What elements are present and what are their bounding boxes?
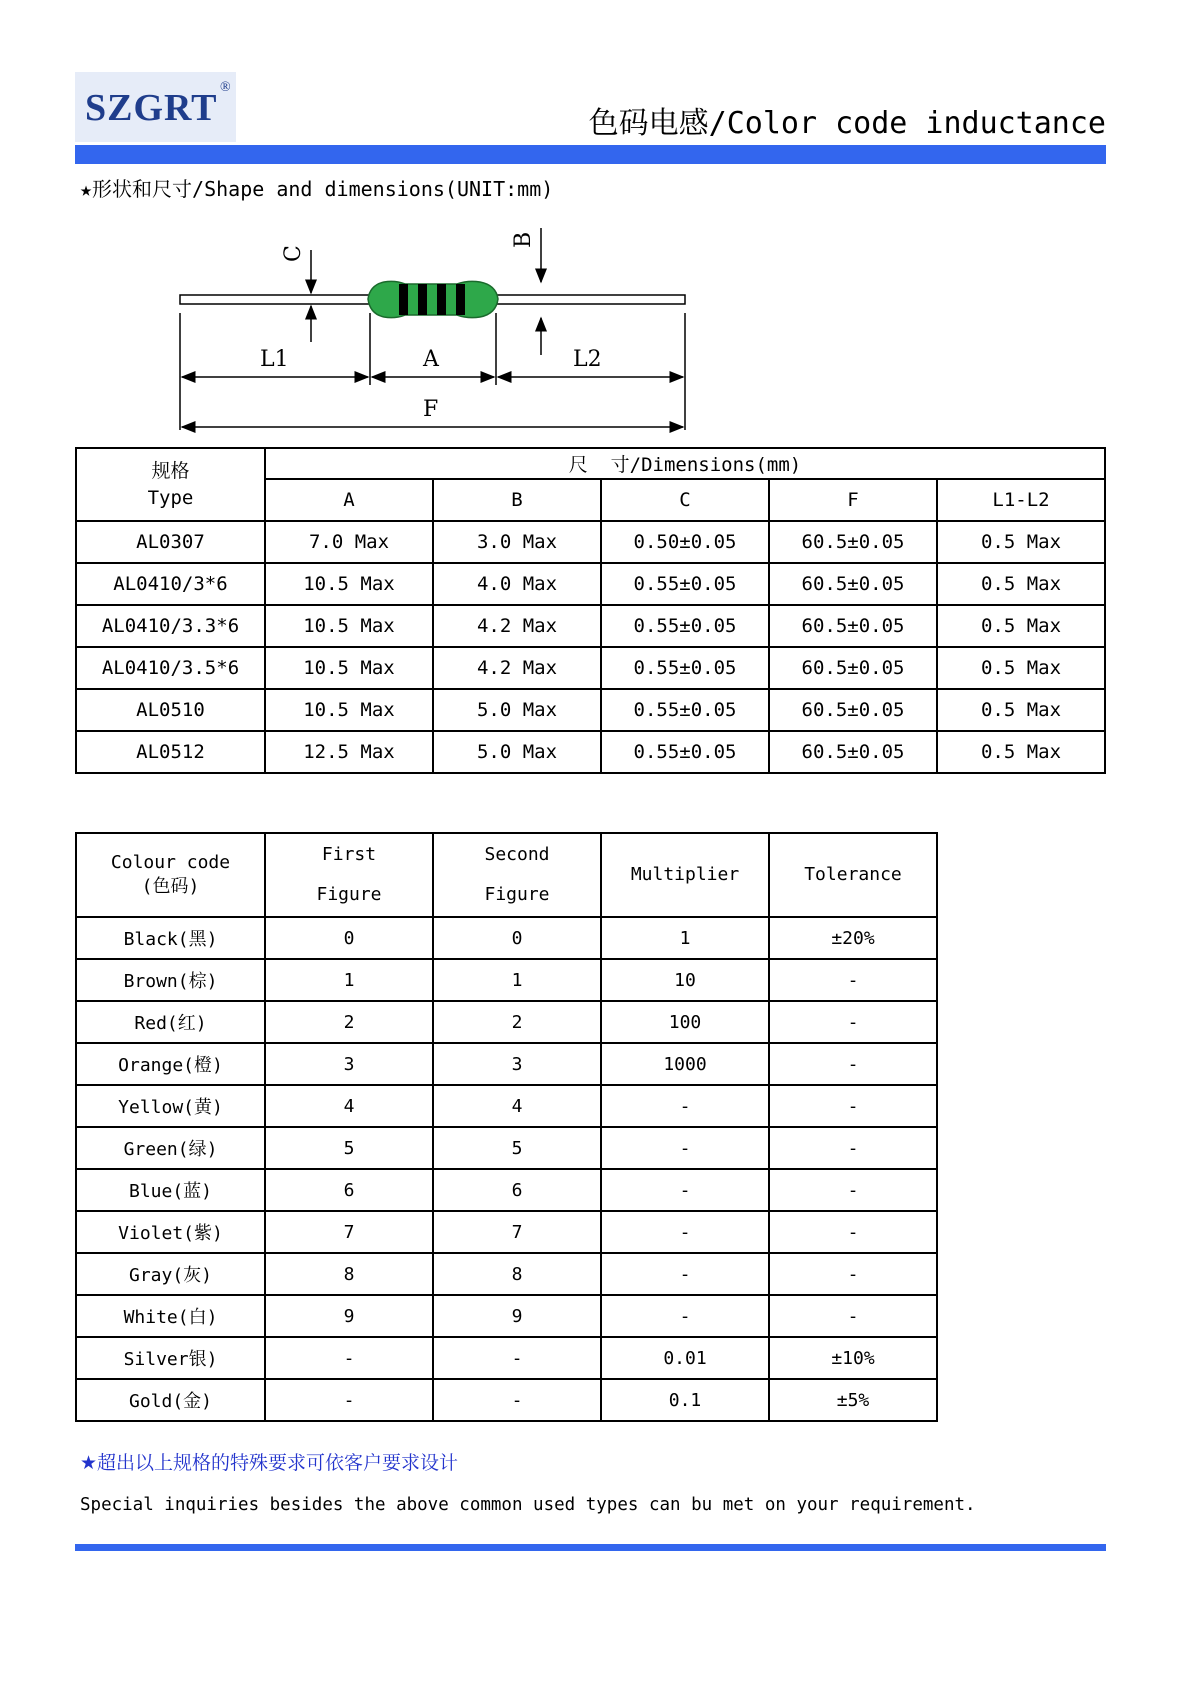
dimension-cell: 0.5 Max: [937, 563, 1105, 605]
colour-value-cell: 8: [265, 1253, 433, 1295]
table-row: [76, 1211, 937, 1253]
dimension-cell: 10.5 Max: [265, 563, 433, 605]
type-cell: AL0307: [76, 521, 265, 563]
dimension-cell: 5.0 Max: [433, 689, 601, 731]
table-row: [76, 1085, 937, 1127]
dimension-cell: 60.5±0.05: [769, 689, 937, 731]
colour-value-cell: 8: [433, 1253, 601, 1295]
dimension-column-header: L1-L2: [937, 479, 1105, 521]
label-l2: L2: [573, 347, 602, 372]
table-row: [76, 959, 937, 1001]
table-row: [76, 731, 1105, 773]
dimension-cell: 0.5 Max: [937, 647, 1105, 689]
dimension-column-header: B: [433, 479, 601, 521]
inductor-lead-left: [180, 295, 380, 304]
type-header-cn: 规格: [151, 459, 190, 482]
colour-name-cell: Green(绿): [76, 1127, 265, 1169]
colour-code-header-line2: (色码): [141, 876, 200, 897]
colour-value-cell: -: [265, 1379, 433, 1421]
table-row: [76, 1169, 937, 1211]
table-row: [76, 563, 1105, 605]
colour-value-cell: 1: [601, 917, 769, 959]
colour-value-cell: 6: [433, 1169, 601, 1211]
dimension-cell: 4.2 Max: [433, 605, 601, 647]
inductor-body: [368, 281, 498, 317]
dimension-cell: 5.0 Max: [433, 731, 601, 773]
label-a: A: [423, 347, 439, 372]
dimension-cell: 0.50±0.05: [601, 521, 769, 563]
colour-value-cell: 4: [433, 1085, 601, 1127]
colour-value-cell: ±20%: [769, 917, 937, 959]
dimension-cell: 10.5 Max: [265, 605, 433, 647]
page-title: 色码电感/Color code inductance: [588, 106, 1106, 141]
colour-name-cell: Silver银): [76, 1337, 265, 1379]
dimension-cell: 60.5±0.05: [769, 563, 937, 605]
dimension-cell: 7.0 Max: [265, 521, 433, 563]
color-band-2: [418, 284, 427, 315]
label-l1: L1: [260, 347, 289, 372]
label-f: F: [423, 397, 439, 422]
type-header-cell: [76, 448, 265, 521]
colour-value-cell: -: [769, 1169, 937, 1211]
dimension-cell: 0.5 Max: [937, 731, 1105, 773]
colour-value-cell: -: [769, 1295, 937, 1337]
table-row: [76, 1043, 937, 1085]
label-c: C: [281, 245, 306, 262]
colour-value-cell: -: [769, 1127, 937, 1169]
colour-value-cell: 2: [433, 1001, 601, 1043]
table-row: [76, 647, 1105, 689]
dimension-cell: 0.55±0.05: [601, 689, 769, 731]
colour-value-cell: -: [769, 1253, 937, 1295]
table-row: [76, 1001, 937, 1043]
inductor-lead-right: [490, 295, 685, 304]
dimension-cell: 0.55±0.05: [601, 647, 769, 689]
colour-name-cell: Orange(橙): [76, 1043, 265, 1085]
colour-value-cell: 5: [433, 1127, 601, 1169]
colour-name-cell: Violet(紫): [76, 1211, 265, 1253]
colour-value-cell: 0: [265, 917, 433, 959]
color-band-3: [437, 284, 446, 315]
logo-text: SZGRT: [85, 87, 218, 129]
colour-value-cell: -: [769, 1043, 937, 1085]
dimension-cell: 12.5 Max: [265, 731, 433, 773]
colour-value-cell: 5: [265, 1127, 433, 1169]
tolerance-header: Tolerance: [769, 833, 937, 917]
colour-value-cell: -: [769, 959, 937, 1001]
colour-value-cell: 4: [265, 1085, 433, 1127]
dimension-cell: 60.5±0.05: [769, 647, 937, 689]
colour-name-cell: Gray(灰): [76, 1253, 265, 1295]
dimension-cell: 60.5±0.05: [769, 731, 937, 773]
colour-value-cell: ±5%: [769, 1379, 937, 1421]
table-row: [76, 1295, 937, 1337]
colour-name-cell: Yellow(黄): [76, 1085, 265, 1127]
colour-value-cell: -: [265, 1337, 433, 1379]
color-band-1: [399, 284, 408, 315]
table-row: [76, 1379, 937, 1421]
colour-name-cell: White(白): [76, 1295, 265, 1337]
dimension-cell: 4.0 Max: [433, 563, 601, 605]
colour-value-cell: 3: [433, 1043, 601, 1085]
colour-value-cell: 7: [265, 1211, 433, 1253]
colour-value-cell: 10: [601, 959, 769, 1001]
first-figure-line1: First: [321, 844, 377, 865]
type-cell: AL0410/3*6: [76, 563, 265, 605]
table-row: [76, 521, 1105, 563]
colour-value-cell: -: [601, 1295, 769, 1337]
colour-value-cell: 9: [433, 1295, 601, 1337]
colour-value-cell: 1000: [601, 1043, 769, 1085]
colour-name-cell: Blue(蓝): [76, 1169, 265, 1211]
dimension-cell: 10.5 Max: [265, 689, 433, 731]
type-header-en: Type: [147, 486, 194, 509]
colour-name-cell: Brown(棕): [76, 959, 265, 1001]
colour-value-cell: 1: [265, 959, 433, 1001]
table-row: [76, 1127, 937, 1169]
colour-value-cell: -: [601, 1169, 769, 1211]
dimension-cell: 3.0 Max: [433, 521, 601, 563]
table-row: [76, 1337, 937, 1379]
first-figure-header: [265, 833, 433, 917]
dimension-cell: 0.55±0.05: [601, 731, 769, 773]
colour-value-cell: -: [601, 1085, 769, 1127]
colour-value-cell: 9: [265, 1295, 433, 1337]
registered-mark: ®: [220, 80, 231, 95]
colour-value-cell: -: [769, 1085, 937, 1127]
table-row: [76, 689, 1105, 731]
color-band-4: [456, 284, 465, 315]
footer-rule: [75, 1544, 1106, 1551]
dimension-column-header: F: [769, 479, 937, 521]
colour-value-cell: 0: [433, 917, 601, 959]
table-row: [76, 605, 1105, 647]
dimensions-header: 尺 寸/Dimensions(mm): [265, 448, 1105, 479]
type-cell: AL0410/3.3*6: [76, 605, 265, 647]
dimension-cell: 10.5 Max: [265, 647, 433, 689]
colour-value-cell: -: [433, 1379, 601, 1421]
type-cell: AL0410/3.5*6: [76, 647, 265, 689]
dimension-column-header: A: [265, 479, 433, 521]
colour-value-cell: 0.01: [601, 1337, 769, 1379]
colour-value-cell: 0.1: [601, 1379, 769, 1421]
section-heading: ★形状和尺寸/Shape and dimensions(UNIT:mm): [80, 177, 554, 201]
dimension-cell: 4.2 Max: [433, 647, 601, 689]
dimensions-table: [75, 447, 1106, 774]
special-requirements-note-cn: ★超出以上规格的特殊要求可依客户要求设计: [80, 1452, 459, 1474]
label-b: B: [511, 231, 536, 248]
dimension-cell: 0.5 Max: [937, 605, 1105, 647]
colour-code-header: [76, 833, 265, 917]
colour-value-cell: ±10%: [769, 1337, 937, 1379]
special-requirements-note-en: Special inquiries besides the above common used types can bu met on your requirement.: [80, 1495, 976, 1515]
multiplier-header: Multiplier: [601, 833, 769, 917]
type-cell: AL0510: [76, 689, 265, 731]
colour-code-header-line1: Colour code: [110, 852, 231, 873]
colour-name-cell: Gold(金): [76, 1379, 265, 1421]
dimension-cell: 60.5±0.05: [769, 521, 937, 563]
colour-value-cell: -: [601, 1211, 769, 1253]
dimension-cell: 0.55±0.05: [601, 605, 769, 647]
colour-name-cell: Black(黑): [76, 917, 265, 959]
dimension-cell: 0.55±0.05: [601, 563, 769, 605]
dimension-cell: 0.5 Max: [937, 521, 1105, 563]
second-figure-line2: Figure: [484, 884, 550, 905]
table-row: [76, 917, 937, 959]
colour-value-cell: -: [769, 1211, 937, 1253]
colour-value-cell: -: [601, 1127, 769, 1169]
type-cell: AL0512: [76, 731, 265, 773]
colour-code-table: [75, 832, 938, 1422]
colour-value-cell: -: [601, 1253, 769, 1295]
colour-name-cell: Red(红): [76, 1001, 265, 1043]
dimension-column-header: C: [601, 479, 769, 521]
colour-value-cell: 100: [601, 1001, 769, 1043]
dimension-cell: 60.5±0.05: [769, 605, 937, 647]
table-row: [76, 1253, 937, 1295]
second-figure-header: [433, 833, 601, 917]
second-figure-line1: Second: [484, 844, 550, 865]
colour-value-cell: 3: [265, 1043, 433, 1085]
colour-value-cell: 1: [433, 959, 601, 1001]
colour-value-cell: -: [769, 1001, 937, 1043]
colour-value-cell: 2: [265, 1001, 433, 1043]
colour-value-cell: -: [433, 1337, 601, 1379]
colour-value-cell: 6: [265, 1169, 433, 1211]
colour-value-cell: 7: [433, 1211, 601, 1253]
first-figure-line2: Figure: [316, 884, 382, 905]
dimension-cell: 0.5 Max: [937, 689, 1105, 731]
